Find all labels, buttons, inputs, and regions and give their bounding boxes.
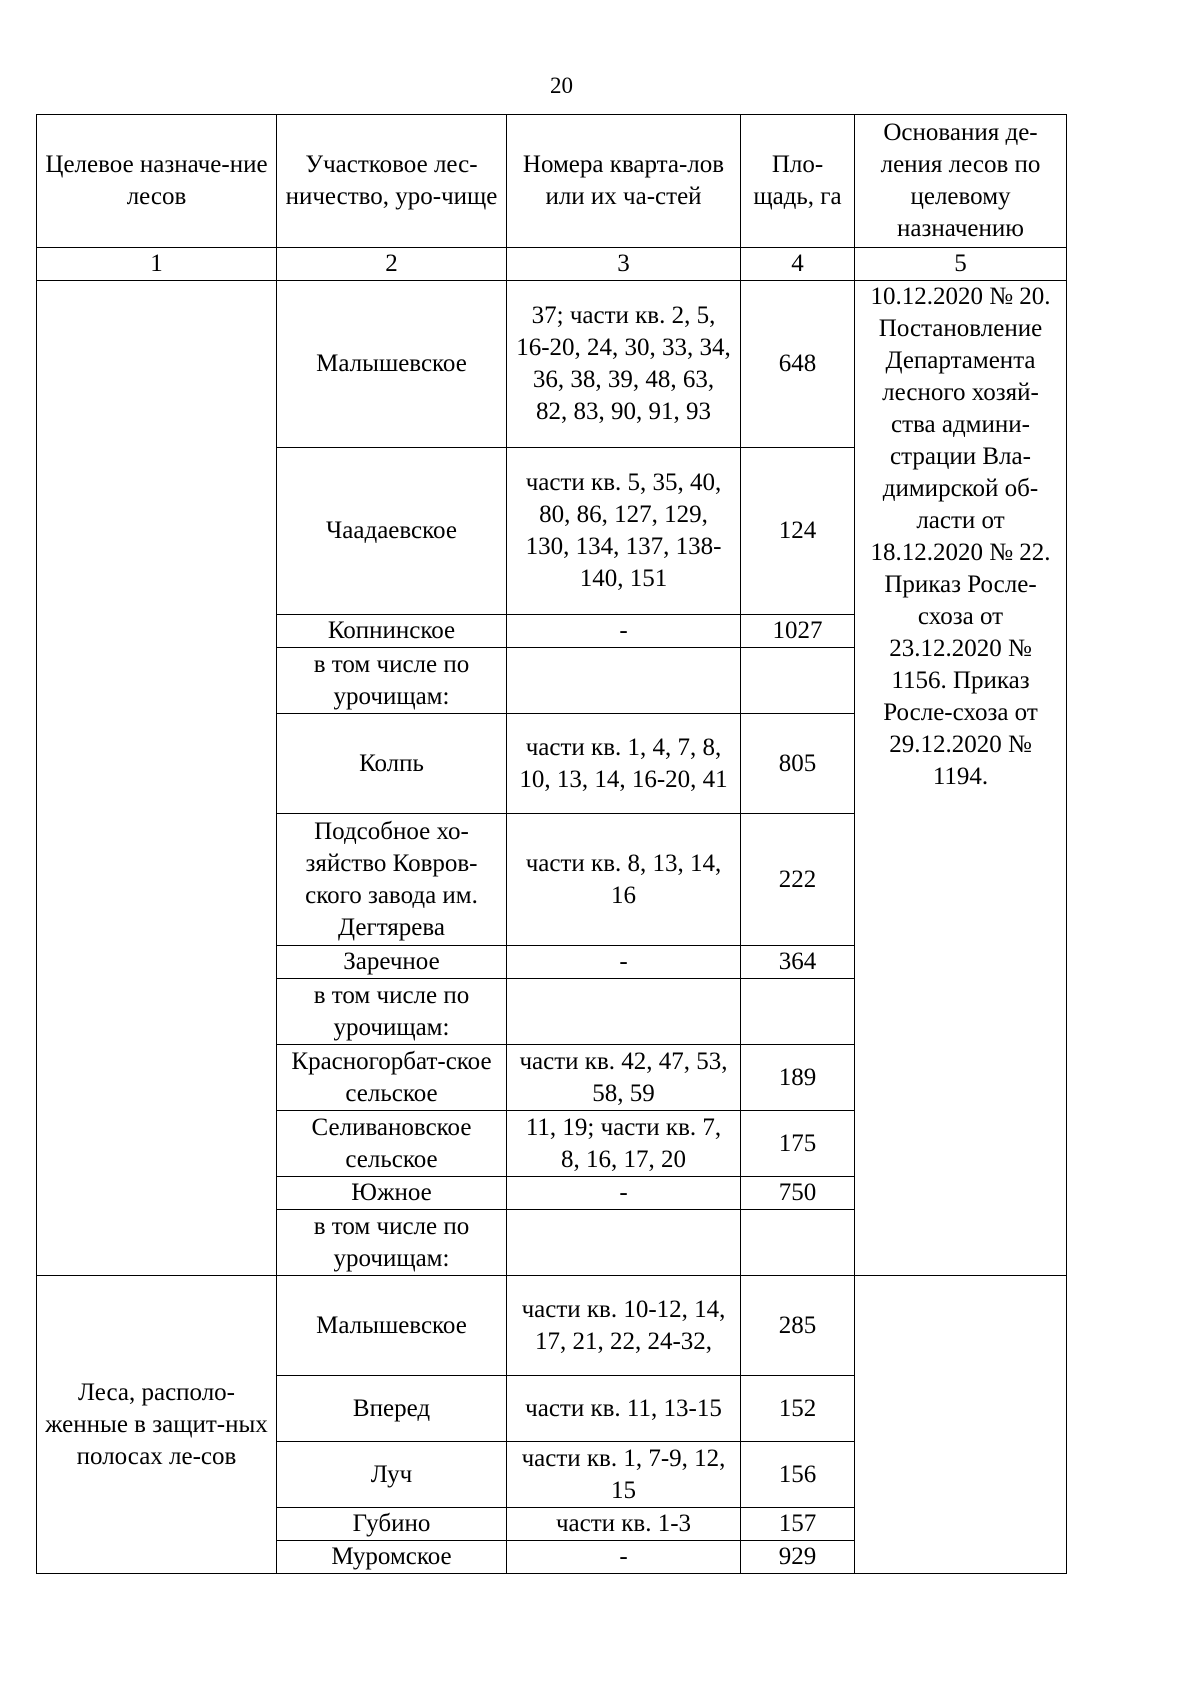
forestry-cell: Муромское (277, 1541, 507, 1574)
area-cell (741, 648, 855, 714)
area-cell: 175 (741, 1111, 855, 1177)
quarters-cell: части кв. 10-12, 14, 17, 21, 22, 24-32, (507, 1276, 741, 1376)
area-cell: 157 (741, 1508, 855, 1541)
quarters-cell: - (507, 1541, 741, 1574)
area-cell (741, 1210, 855, 1276)
area-cell: 156 (741, 1442, 855, 1508)
column-number: 4 (741, 248, 855, 281)
table-row (37, 281, 1067, 448)
area-cell: 364 (741, 946, 855, 979)
forestry-cell: в том числе по урочищам: (277, 648, 507, 714)
basis-cell: 10.12.2020 № 20. Постановление Департамента лесного хозяй-ства админи-страции Вла-димирской об-ласти от 18.12.2020 № 22. Приказ Росле-схоза от 23.12.2020 № 1156. Приказ Росле-схоза от 29.12.2020 № 1194. (855, 281, 1067, 1276)
forestry-cell: Селивановское сельское (277, 1111, 507, 1177)
header-area: Пло-щадь, га (741, 115, 855, 248)
forestry-cell: Копнинское (277, 615, 507, 648)
column-number: 3 (507, 248, 741, 281)
column-numbers-row (37, 248, 1067, 281)
forestry-cell: Колпь (277, 714, 507, 814)
column-number: 5 (855, 248, 1067, 281)
forestry-cell: Заречное (277, 946, 507, 979)
forestry-cell: в том числе по урочищам: (277, 1210, 507, 1276)
quarters-cell: части кв. 1-3 (507, 1508, 741, 1541)
header-forestry: Участковое лес-ничество, уро-чище (277, 115, 507, 248)
quarters-cell (507, 1210, 741, 1276)
area-cell: 929 (741, 1541, 855, 1574)
area-cell: 750 (741, 1177, 855, 1210)
quarters-cell: части кв. 1, 7-9, 12, 15 (507, 1442, 741, 1508)
purpose-cell: Леса, располо-женные в защит-ных полосах ле-сов (37, 1276, 277, 1574)
quarters-cell: части кв. 11, 13-15 (507, 1376, 741, 1442)
area-cell (741, 979, 855, 1045)
forestry-cell: Чаадаевское (277, 448, 507, 615)
column-number: 1 (37, 248, 277, 281)
area-cell: 805 (741, 714, 855, 814)
basis-cell (855, 1276, 1067, 1574)
forestry-cell: Вперед (277, 1376, 507, 1442)
area-cell: 222 (741, 814, 855, 946)
column-number: 2 (277, 248, 507, 281)
quarters-cell (507, 648, 741, 714)
area-cell: 124 (741, 448, 855, 615)
table-row (37, 1276, 1067, 1376)
quarters-cell: 37; части кв. 2, 5, 16-20, 24, 30, 33, 34, 36, 38, 39, 48, 63, 82, 83, 90, 91, 93 (507, 281, 741, 448)
area-cell: 189 (741, 1045, 855, 1111)
quarters-cell: части кв. 8, 13, 14, 16 (507, 814, 741, 946)
area-cell: 152 (741, 1376, 855, 1442)
forestry-cell: в том числе по урочищам: (277, 979, 507, 1045)
header-row (37, 115, 1067, 248)
header-purpose: Целевое назначе-ние лесов (37, 115, 277, 248)
forestry-cell: Губино (277, 1508, 507, 1541)
forest-purpose-table (36, 114, 1067, 1574)
quarters-cell: 11, 19; части кв. 7, 8, 16, 17, 20 (507, 1111, 741, 1177)
forestry-cell: Подсобное хо-зяйство Ковров-ского завода им. Дегтярева (277, 814, 507, 946)
forestry-cell: Красногорбат-ское сельское (277, 1045, 507, 1111)
quarters-cell: части кв. 1, 4, 7, 8, 10, 13, 14, 16-20, 41 (507, 714, 741, 814)
quarters-cell: - (507, 946, 741, 979)
header-quarters: Номера кварта-лов или их ча-стей (507, 115, 741, 248)
page-number: 20 (550, 73, 573, 98)
quarters-cell: части кв. 42, 47, 53, 58, 59 (507, 1045, 741, 1111)
area-cell: 1027 (741, 615, 855, 648)
area-cell: 648 (741, 281, 855, 448)
forestry-cell: Южное (277, 1177, 507, 1210)
header-basis: Основания де-ления лесов по целевому назначению (855, 115, 1067, 248)
area-cell: 285 (741, 1276, 855, 1376)
forestry-cell: Малышевское (277, 281, 507, 448)
quarters-cell: - (507, 1177, 741, 1210)
forestry-cell: Луч (277, 1442, 507, 1508)
quarters-cell: части кв. 5, 35, 40, 80, 86, 127, 129, 130, 134, 137, 138-140, 151 (507, 448, 741, 615)
quarters-cell: - (507, 615, 741, 648)
forestry-cell: Малышевское (277, 1276, 507, 1376)
quarters-cell (507, 979, 741, 1045)
purpose-cell (37, 281, 277, 1276)
